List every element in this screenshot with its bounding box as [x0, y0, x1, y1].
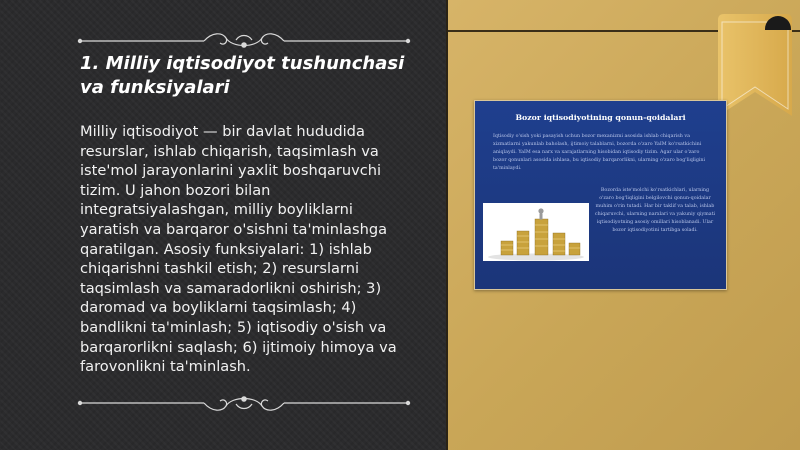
coins-image	[483, 203, 589, 261]
panel-divider	[446, 0, 448, 450]
card-intro-text: Iqtisodiy o'sish yoki pasayish uchun bozor mexanizmi asosida ishlab chiqarish va xizmatlarni yakunlab baholash, ijtimoiy talablarni, bozorda o'zaro YaIM ko'rsatkichini aniqlaydi. YaIM esa narx va xarajatlarning hisobidan iqtisodiy tizim. Agar ular o'zaro bozor qonunlari asosida ishlasa, bu iqtisodiy barqarorlikni, ularning o'zaro bog'liqligini ta'minlaydi.	[493, 134, 706, 171]
slide-title: 1. Milliy iqtisodiyot tushunchasi va funksiyalari	[80, 53, 405, 98]
bottom-ornament-icon	[76, 388, 412, 418]
card-title: Bozor iqtisodiyotining qonun-qoidalari	[515, 113, 686, 122]
card-side-text: Bozorda iste'molchi ko'rsatkichlari, ularning o'zaro bog'liqligini belgilovchi qonun-qoidalar muhim o'rin tutadi. Har bir taklif va talab, ishlab chiqaruvchi, ularning narxlari va yakuniy qiymati iqtisodiyotning asosiy omillari hisoblanadi. Ular bozor iqtisodiyotini tartibga soladi.	[594, 188, 716, 233]
slide-body: Milliy iqtisodiyot — bir davlat hududida resurslar, ishlab chiqarish, taqsimlash va iste'mol jarayonlarini yaxlit boshqaruvchi tizim. U jahon bozori bilan integratsiyalashgan, milliy boyliklarni yaratish va barqaror o'sishni ta'minlashga qaratilgan. Asosiy funksiyalari: 1) ishlab chiqarishni tashkil etish; 2) resurslarni taqsimlash va samaradorlikni oshirish; 3) daromad va boyliklarni taqsimlash; 4) bandlikni ta'minlash; 5) iqtisodiy o'sish va barqarorlikni saqlash; 6) ijtimoiy himoya va farovonlikni ta'minlash.	[80, 123, 397, 376]
info-card	[474, 100, 727, 290]
